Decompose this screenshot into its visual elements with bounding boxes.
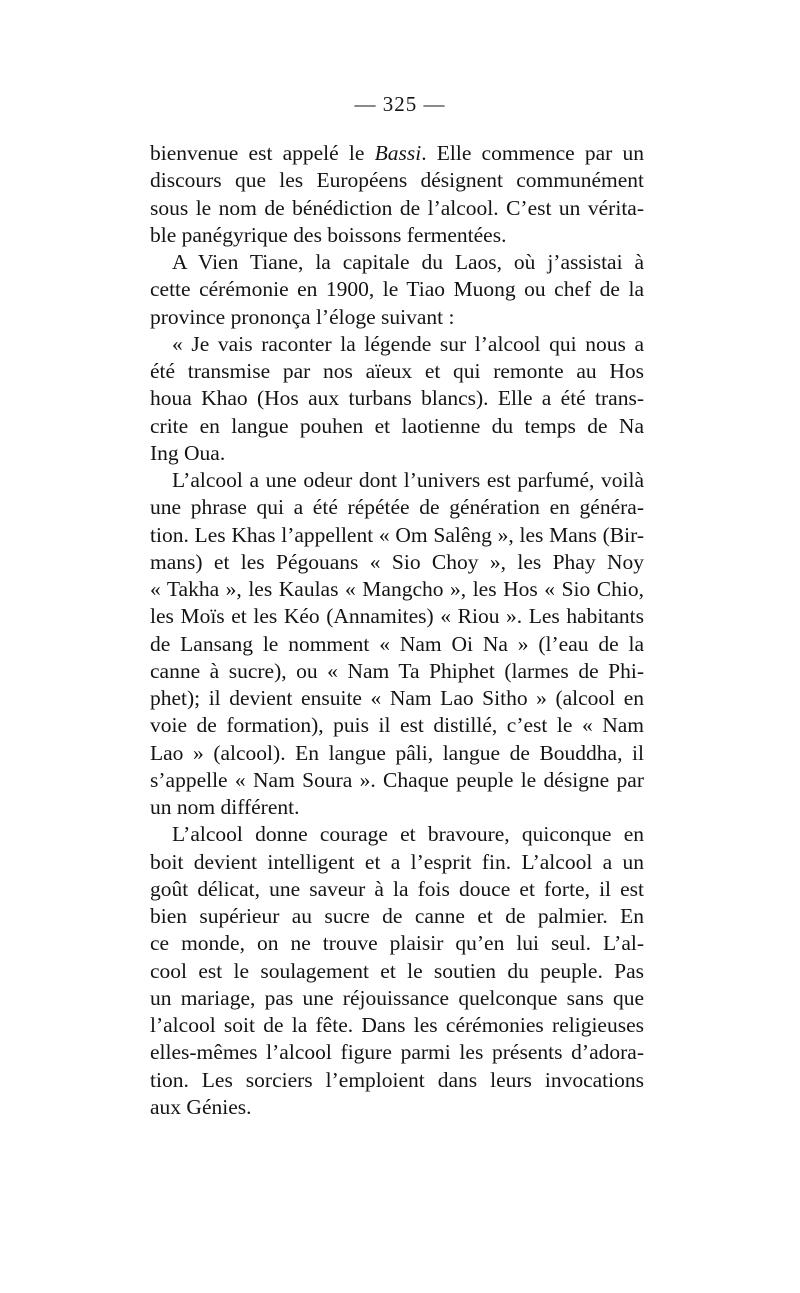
text-line: canne à sucre), ou « Nam Ta Phiphet (larmes de Phi-	[150, 658, 644, 683]
text-line: « Je vais raconter la légende sur l’alcool qui nous a	[172, 331, 644, 356]
text-line: l’alcool soit de la fête. Dans les cérémonies religieuses	[150, 1013, 644, 1037]
text-line: été transmise par nos aïeux et qui remonte au Hos	[150, 359, 644, 383]
text-segment: . Elle commence par un	[421, 141, 644, 165]
text-line: elles-mêmes l’alcool figure parmi les présents d’adora-	[150, 1040, 644, 1065]
text-line: houa Khao (Hos aux turbans blancs). Elle a été trans-	[150, 386, 644, 411]
text-line: un nom différent.	[150, 795, 300, 819]
text-line: un mariage, pas une réjouissance quelconque sans que	[150, 985, 644, 1010]
text-line: cette cérémonie en 1900, le Tiao Muong ou chef de la	[150, 277, 644, 302]
text-line	[150, 140, 644, 167]
text-line: s’appelle « Nam Soura ». Chaque peuple le désigne par	[150, 767, 644, 792]
text-line: tion. Les sorciers l’emploient dans leurs invocations	[150, 1067, 644, 1092]
text-line: ble panégyrique des boissons fermentées.	[150, 222, 507, 247]
text-line: cool est le soulagement et le soutien du peuple. Pas	[150, 958, 644, 983]
text-line: mans) et les Pégouans « Sio Choy », les Phay Noy	[150, 549, 644, 574]
text-line: phet); il devient ensuite « Nam Lao Sitho » (alcool en	[150, 686, 644, 710]
text-line: province prononça l’éloge suivant :	[150, 304, 455, 329]
text-line: goût délicat, une saveur à la fois douce et forte, il est	[150, 876, 644, 901]
text-line: les Moïs et les Kéo (Annamites) « Riou ». Les habitants	[150, 604, 644, 629]
text-line: Ing Oua.	[150, 440, 226, 465]
text-line: sous le nom de bénédiction de l’alcool. C’est un vérita-	[150, 195, 644, 220]
text-line: discours que les Européens désignent communément	[150, 168, 644, 193]
text-line: voie de formation), puis il est distillé, c’est le « Nam	[150, 713, 644, 738]
text-line: L’alcool donne courage et bravoure, quiconque en	[172, 822, 644, 847]
italic-term: Bassi	[374, 141, 422, 165]
text-line: « Takha », les Kaulas « Mangcho », les Hos « Sio Chio,	[150, 577, 644, 601]
text-line: de Lansang le nomment « Nam Oi Na » (l’eau de la	[150, 631, 644, 656]
text-line: Lao » (alcool). En langue pâli, langue de Bouddha, il	[150, 740, 644, 765]
text-line: bien supérieur au sucre de canne et de palmier. En	[150, 904, 644, 928]
text-line: boit devient intelligent et a l’esprit fin. L’alcool a un	[150, 849, 644, 874]
text-line: tion. Les Khas l’appellent « Om Salêng », les Mans (Bir-	[150, 522, 644, 547]
text-line: L’alcool a une odeur dont l’univers est parfumé, voilà	[172, 468, 644, 492]
text-line: une phrase qui a été répétée de génération en généra-	[150, 495, 644, 520]
text-segment: bienvenue est appelé le	[150, 141, 375, 165]
text-line: A Vien Tiane, la capitale du Laos, où j’assistai à	[172, 250, 644, 274]
text-line: crite en langue pouhen et laotienne du temps de Na	[150, 413, 644, 438]
text-line: aux Génies.	[150, 1094, 252, 1119]
page-number: — 325 —	[354, 92, 446, 116]
text-line: ce monde, on ne trouve plaisir qu’en lui seul. L’al-	[150, 931, 644, 956]
body-text	[150, 140, 644, 1121]
